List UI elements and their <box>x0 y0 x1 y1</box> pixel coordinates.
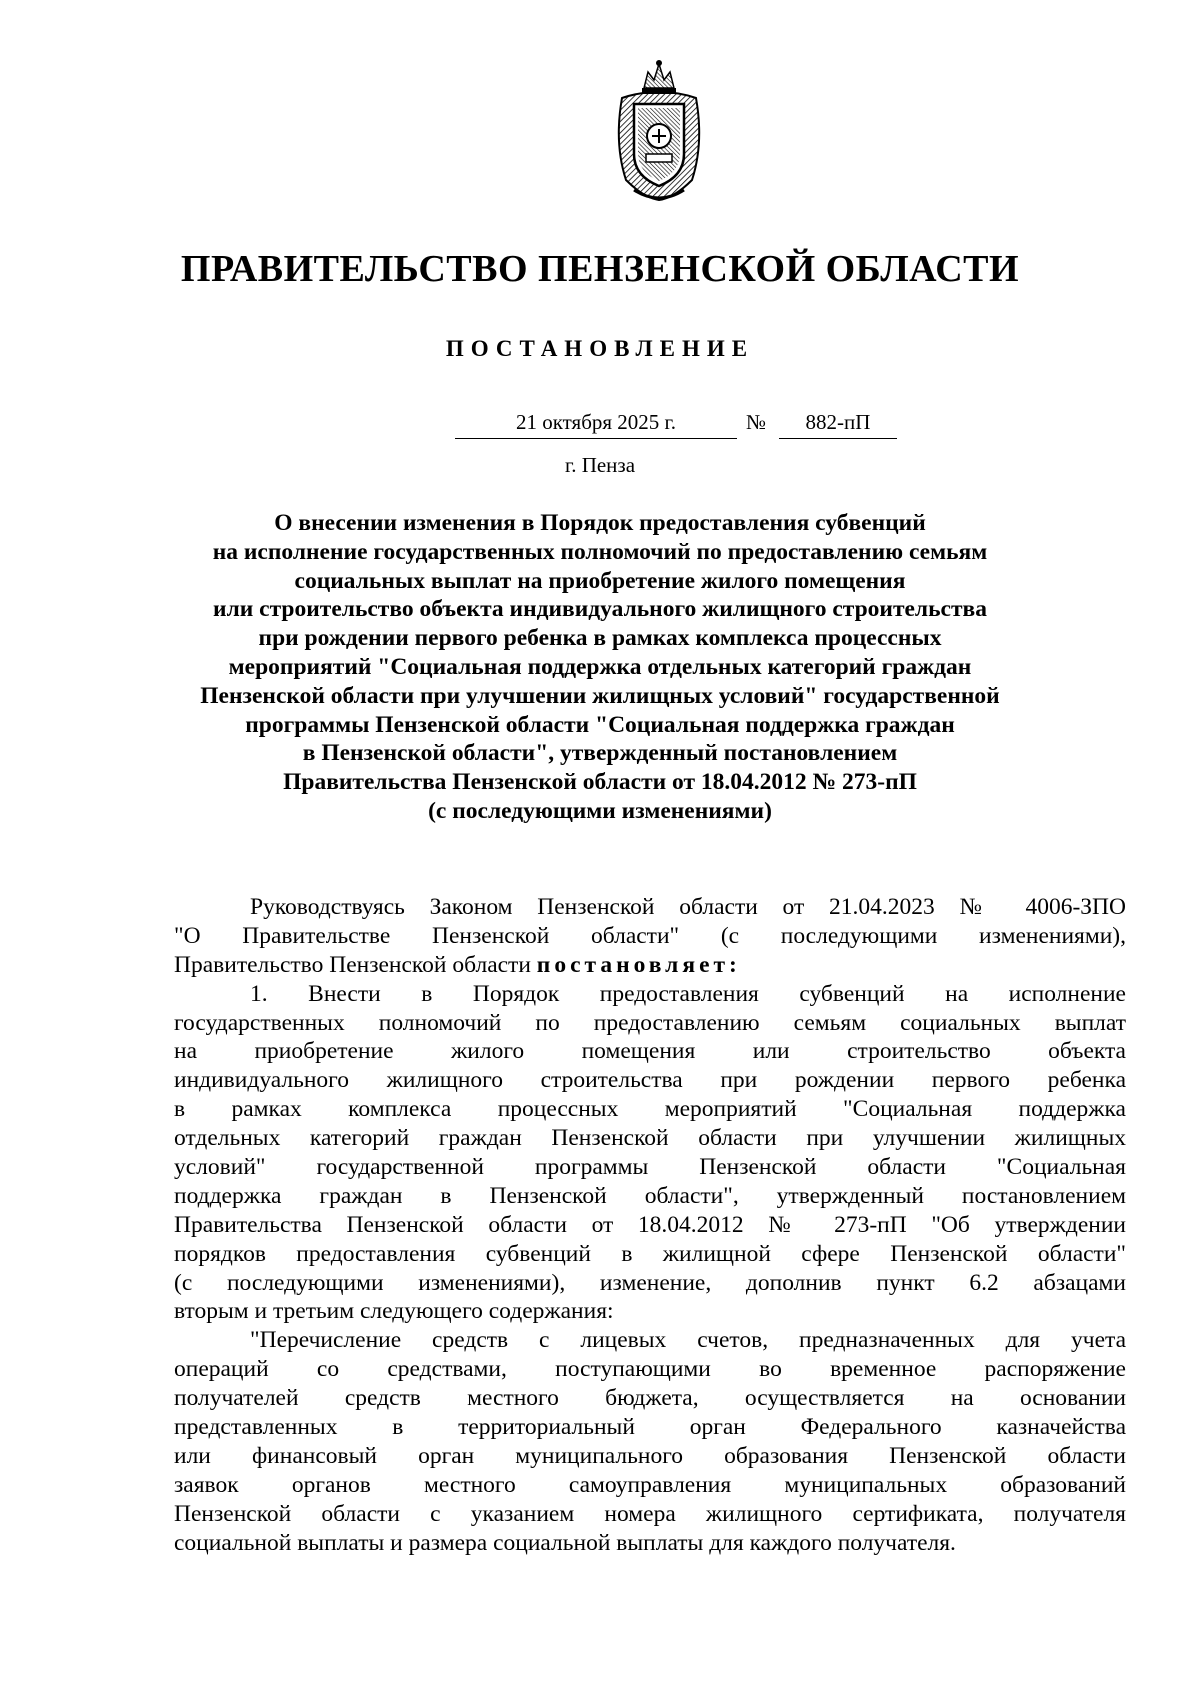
title-line: О внесении изменения в Порядок предоставления субвенций <box>274 510 926 536</box>
title-line: в Пензенской области", утвержденный постановлением <box>302 740 898 767</box>
title-line: или строительство объекта индивидуального жилищного строительства <box>213 596 987 623</box>
body-line: поддержка граждан в Пензенской области", утвержденный постановлением <box>174 1182 1126 1209</box>
body-line: представленных в территориальный орган Федерального казначейства <box>174 1414 1126 1441</box>
city-name: г. Пенза <box>564 453 636 477</box>
coat-of-arms-icon <box>604 58 714 208</box>
title-line: программы Пензенской области "Социальная поддержка граждан <box>245 711 955 738</box>
body-line <box>174 951 1126 980</box>
title-line: при рождении первого ребенка в рамках комплекса процессных <box>258 625 942 652</box>
body-line: условий" государственной программы Пензенской области "Социальная <box>174 1154 1126 1181</box>
document-number: 882-пП <box>779 408 897 439</box>
document-title <box>0 509 1200 826</box>
resolution-verb: постановляет: <box>536 951 741 978</box>
body-line: Руководствуясь Законом Пензенской области от 21.04.2023 № 4006-ЗПО <box>250 894 1126 920</box>
title-line: на исполнение государственных полномочий по предоставлению семьям <box>212 538 988 565</box>
body-line: государственных полномочий по предоставлению семьям социальных выплат <box>174 1009 1126 1036</box>
body-line: вторым и третьим следующего содержания: <box>174 1298 614 1325</box>
title-line: Пензенской области при улучшении жилищных условий" государственной <box>200 682 1000 709</box>
document-type: ПОСТАНОВЛЕНИЕ <box>445 336 755 361</box>
body-line: Пензенской области с указанием номера жилищного сертификата, получателя <box>174 1500 1126 1527</box>
title-line: мероприятий "Социальная поддержка отдельных категорий граждан <box>228 653 972 680</box>
body-line: Правительства Пензенской области от 18.04.2012 № 273-пП "Об утверждении <box>174 1211 1126 1238</box>
title-line: Правительства Пензенской области от 18.04.2012 № 273-пП <box>283 769 917 796</box>
body-line: порядков предоставления субвенций в жилищной сфере Пензенской области" <box>174 1240 1126 1267</box>
body-line: или финансовый орган муниципального образования Пензенской области <box>174 1442 1126 1469</box>
body-line: операций со средствами, поступающими во временное распоряжение <box>174 1356 1126 1383</box>
body-line: на приобретение жилого помещения или строительство объекта <box>174 1038 1126 1065</box>
body-line: получателей средств местного бюджета, осуществляется на основании <box>174 1385 1126 1412</box>
body-line: "Перечисление средств с лицевых счетов, предназначенных для учета <box>250 1327 1126 1354</box>
body-line: социальной выплаты и размера социальной выплаты для каждого получателя. <box>174 1529 956 1556</box>
number-sign: № <box>746 410 767 434</box>
body-line: "О Правительстве Пензенской области" (с последующими изменениями), <box>174 922 1126 949</box>
body-text: Правительство Пензенской области <box>174 951 537 978</box>
body-line: в рамках комплекса процессных мероприятий "Социальная поддержка <box>174 1096 1126 1123</box>
body-line: 1. Внести в Порядок предоставления субвенций на исполнение <box>250 980 1126 1007</box>
government-name: ПРАВИТЕЛЬСТВО ПЕНЗЕНСКОЙ ОБЛАСТИ <box>180 248 1020 290</box>
title-line: (с последующими изменениями) <box>428 797 772 824</box>
document-date: 21 октября 2025 г. <box>455 408 737 439</box>
body-line: индивидуального жилищного строительства при рождении первого ребенка <box>174 1067 1126 1094</box>
body-line: (с последующими изменениями), изменение, дополнив пункт 6.2 абзацами <box>174 1269 1126 1296</box>
body-line: заявок органов местного самоуправления муниципальных образований <box>174 1471 1126 1498</box>
title-line: социальных выплат на приобретение жилого помещения <box>294 567 906 594</box>
document-body <box>174 893 1126 1557</box>
body-line: отдельных категорий граждан Пензенской области при улучшении жилищных <box>174 1125 1126 1152</box>
